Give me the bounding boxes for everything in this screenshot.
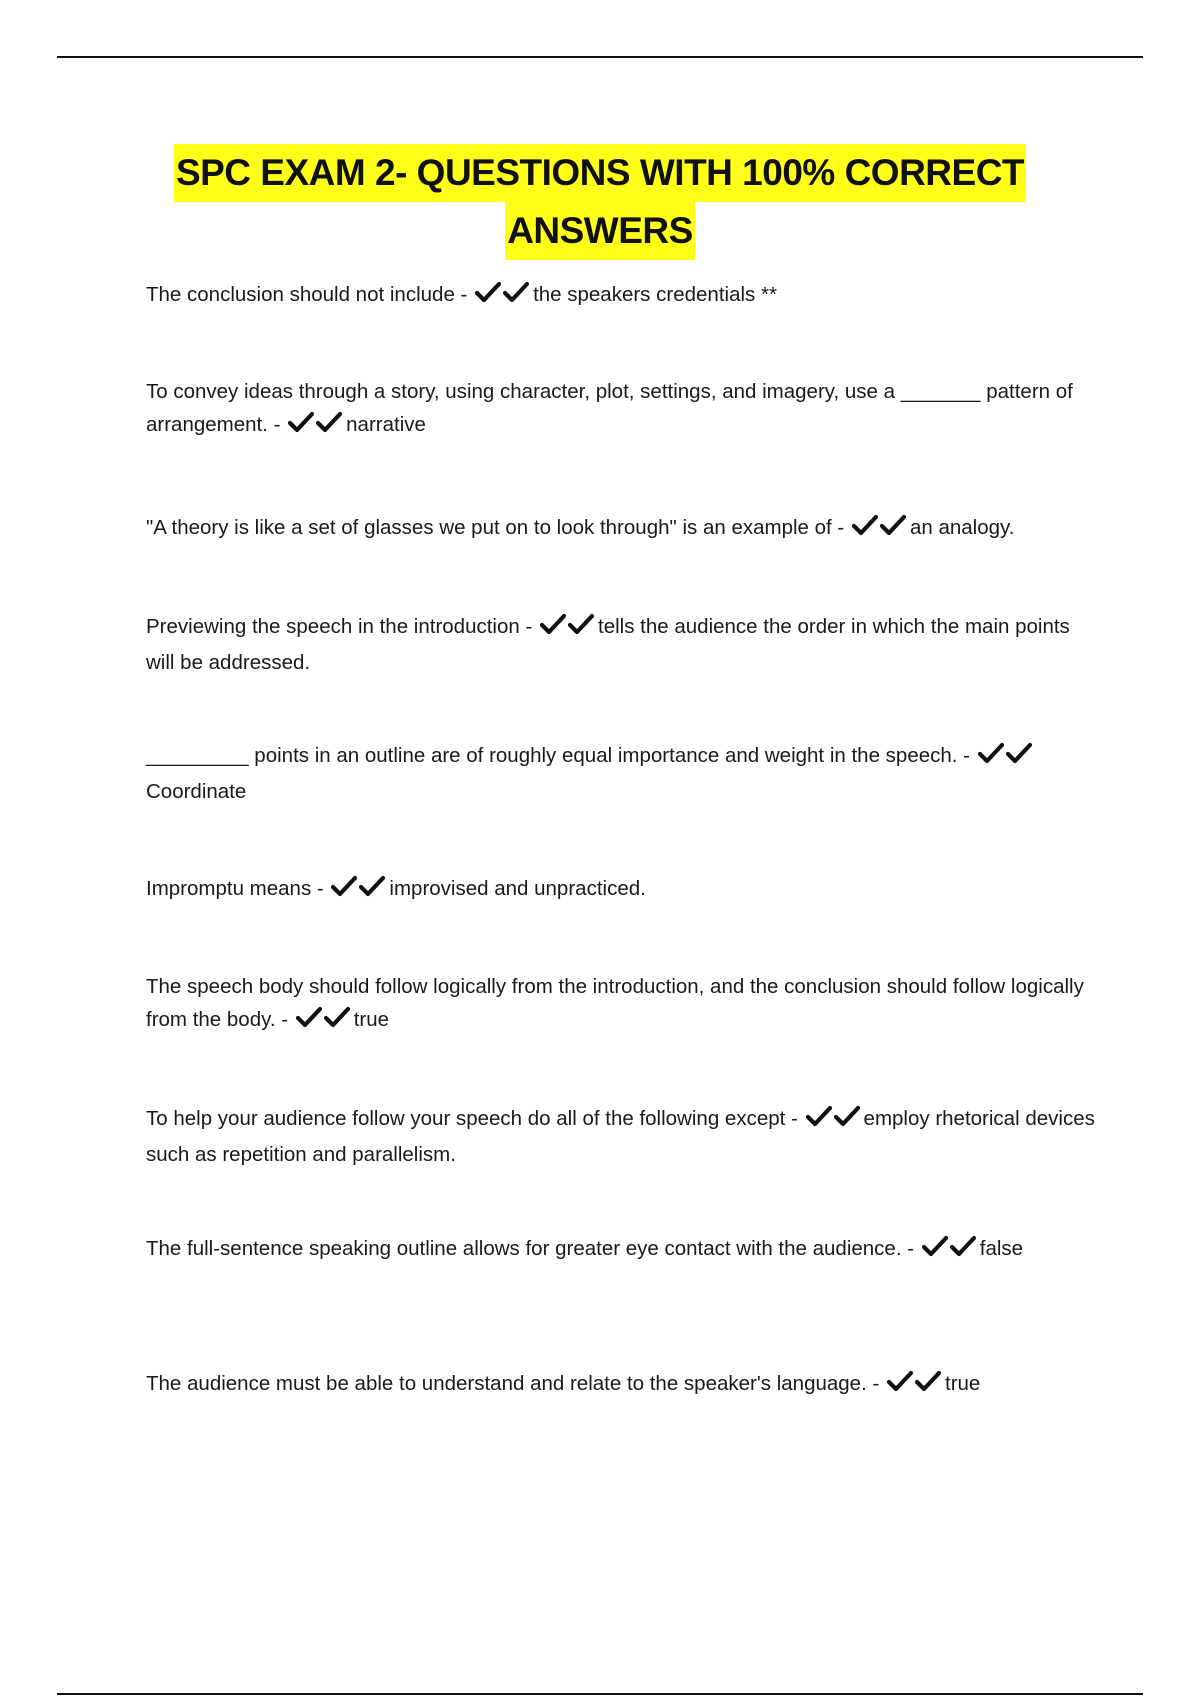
question-text: Impromptu means - bbox=[146, 877, 330, 900]
checkmark-icon bbox=[1006, 741, 1034, 765]
double-check-mark bbox=[852, 513, 908, 547]
qa-item-9 bbox=[146, 1232, 1096, 1268]
answer-text: improvised and unpracticed. bbox=[389, 877, 646, 900]
double-check-mark bbox=[978, 741, 1034, 775]
double-check-mark bbox=[288, 410, 344, 444]
checkmark-icon bbox=[834, 1104, 862, 1128]
checkmark-icon bbox=[331, 874, 359, 898]
qa-item-1 bbox=[146, 278, 1096, 314]
checkmark-icon bbox=[296, 1005, 324, 1029]
checkmark-icon bbox=[475, 280, 503, 304]
answer-text: narrative bbox=[346, 413, 426, 436]
answer-text: true bbox=[945, 1372, 981, 1395]
checkmark-icon bbox=[503, 280, 531, 304]
qa-item-7 bbox=[146, 970, 1096, 1039]
question-text: To help your audience follow your speech do all of the following except - bbox=[146, 1107, 804, 1130]
answer-text: false bbox=[979, 1237, 1024, 1260]
checkmark-icon bbox=[324, 1005, 352, 1029]
double-check-mark bbox=[540, 612, 596, 646]
checkmark-icon bbox=[852, 513, 880, 537]
double-check-mark bbox=[331, 874, 387, 908]
checkmark-icon bbox=[978, 741, 1006, 765]
qa-item-2 bbox=[146, 375, 1096, 444]
checkmark-icon bbox=[316, 410, 344, 434]
checkmark-icon bbox=[806, 1104, 834, 1128]
double-check-mark bbox=[887, 1369, 943, 1403]
qa-item-10 bbox=[146, 1367, 1096, 1403]
question-text: To convey ideas through a story, using character, plot, settings, and imagery, use a _______ pattern of arrangement. - bbox=[146, 380, 1073, 436]
question-text: "A theory is like a set of glasses we put on to look through" is an example of - bbox=[146, 516, 850, 539]
qa-item-6 bbox=[146, 872, 1096, 908]
title-line-2: ANSWERS bbox=[505, 202, 695, 260]
qa-item-4 bbox=[146, 610, 1096, 679]
qa-item-8 bbox=[146, 1102, 1096, 1171]
checkmark-icon bbox=[880, 513, 908, 537]
question-text: The full-sentence speaking outline allows for greater eye contact with the audience. - bbox=[146, 1237, 920, 1260]
double-check-mark bbox=[475, 280, 531, 314]
double-check-mark bbox=[296, 1005, 352, 1039]
document-title bbox=[57, 144, 1143, 260]
checkmark-icon bbox=[540, 612, 568, 636]
answer-text: tells the audience the order in which the main points will be addressed. bbox=[146, 615, 1070, 674]
question-text: The conclusion should not include - bbox=[146, 283, 474, 306]
question-text: The speech body should follow logically from the introduction, and the conclusion should follow logically from the body. - bbox=[146, 975, 1084, 1031]
double-check-mark bbox=[806, 1104, 862, 1138]
answer-text: employ rhetorical devices such as repetition and parallelism. bbox=[146, 1107, 1095, 1166]
answer-text: an analogy. bbox=[909, 516, 1015, 539]
question-text: Previewing the speech in the introduction - bbox=[146, 615, 539, 638]
checkmark-icon bbox=[950, 1234, 978, 1258]
checkmark-icon bbox=[915, 1369, 943, 1393]
checkmark-icon bbox=[568, 612, 596, 636]
top-rule bbox=[57, 56, 1143, 58]
checkmark-icon bbox=[288, 410, 316, 434]
checkmark-icon bbox=[359, 874, 387, 898]
bottom-rule bbox=[57, 1693, 1143, 1695]
question-text: The audience must be able to understand and relate to the speaker's language. - bbox=[146, 1372, 885, 1395]
answer-text: true bbox=[353, 1008, 390, 1031]
checkmark-icon bbox=[887, 1369, 915, 1393]
qa-item-5 bbox=[146, 739, 1096, 808]
answer-text: Coordinate bbox=[146, 780, 247, 803]
title-line-1: SPC EXAM 2- QUESTIONS WITH 100% CORRECT bbox=[174, 144, 1026, 202]
question-text: _________ points in an outline are of roughly equal importance and weight in the speech. - bbox=[146, 744, 976, 767]
answer-text: the speakers credentials ** bbox=[533, 283, 777, 306]
checkmark-icon bbox=[922, 1234, 950, 1258]
double-check-mark bbox=[922, 1234, 978, 1268]
qa-item-3 bbox=[146, 511, 1096, 547]
